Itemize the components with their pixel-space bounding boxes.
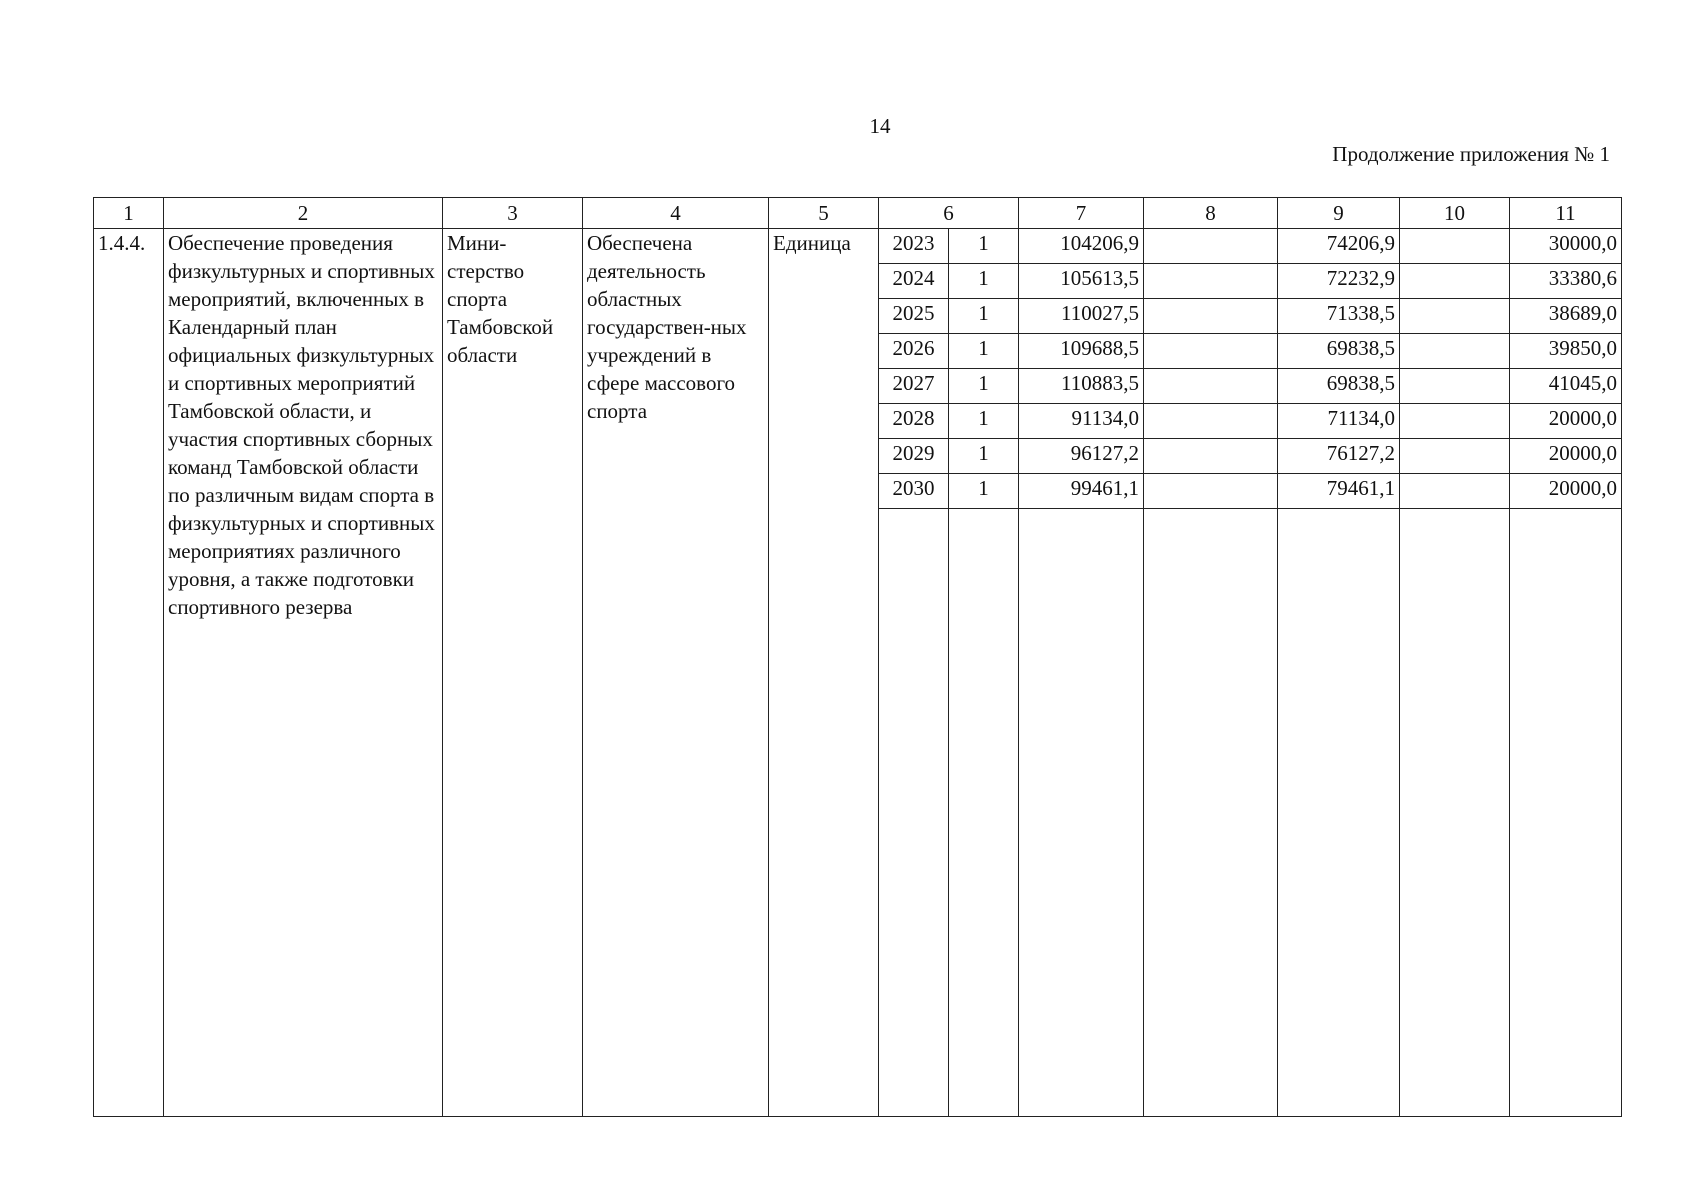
- column-9-cell: 69838,5: [1278, 334, 1400, 369]
- year-cell: 2025: [879, 299, 949, 334]
- total-funding-cell: 110883,5: [1019, 369, 1144, 404]
- column-11-cell: 39850,0: [1510, 334, 1622, 369]
- year-cell: 2030: [879, 474, 949, 509]
- column-11-cell: 38689,0: [1510, 299, 1622, 334]
- column-11-cell: 30000,0: [1510, 229, 1622, 264]
- indicator-value-cell: 1: [949, 474, 1019, 509]
- column-8-cell: [1144, 369, 1278, 404]
- column-10-cell: [1400, 404, 1510, 439]
- empty-cell: [1400, 509, 1510, 1117]
- column-10-cell: [1400, 334, 1510, 369]
- page-number: 14: [869, 114, 891, 138]
- total-funding-cell: 91134,0: [1019, 404, 1144, 439]
- empty-cell: [1019, 509, 1144, 1117]
- empty-cell: [1144, 509, 1278, 1117]
- column-header: 4: [583, 198, 769, 229]
- year-cell: 2024: [879, 264, 949, 299]
- table-row: [94, 229, 1622, 264]
- column-9-cell: 76127,2: [1278, 439, 1400, 474]
- column-8-cell: [1144, 264, 1278, 299]
- column-11-cell: 20000,0: [1510, 404, 1622, 439]
- column-header: 11: [1510, 198, 1622, 229]
- column-8-cell: [1144, 404, 1278, 439]
- total-funding-cell: 99461,1: [1019, 474, 1144, 509]
- column-header: 8: [1144, 198, 1278, 229]
- column-10-cell: [1400, 369, 1510, 404]
- column-header: 9: [1278, 198, 1400, 229]
- program-table: [93, 197, 1622, 1117]
- year-cell: 2027: [879, 369, 949, 404]
- indicator-value-cell: 1: [949, 229, 1019, 264]
- column-11-cell: 20000,0: [1510, 439, 1622, 474]
- column-header: 5: [769, 198, 879, 229]
- column-10-cell: [1400, 299, 1510, 334]
- column-11-cell: 33380,6: [1510, 264, 1622, 299]
- item-number: 1.4.4.: [94, 229, 164, 1117]
- column-8-cell: [1144, 439, 1278, 474]
- column-header: 10: [1400, 198, 1510, 229]
- empty-cell: [949, 509, 1019, 1117]
- column-9-cell: 72232,9: [1278, 264, 1400, 299]
- item-description: Обеспечение проведения физкультурных и спортивных мероприятий, включенных в Календарный план официальных физкультурных и спортивных мероприятий Тамбовской области, и участия спортивных сборных команд Тамбовской области по различным видам спорта в физкультурных и спортивных мероприятиях различного уровня, а также подготовки спортивного резерва: [164, 229, 443, 1117]
- indicator-value-cell: 1: [949, 439, 1019, 474]
- year-cell: 2023: [879, 229, 949, 264]
- year-cell: 2028: [879, 404, 949, 439]
- indicator-value-cell: 1: [949, 404, 1019, 439]
- column-8-cell: [1144, 229, 1278, 264]
- item-executor: Мини-стерство спорта Тамбовской области: [443, 229, 583, 1117]
- column-header: 1: [94, 198, 164, 229]
- column-9-cell: 69838,5: [1278, 369, 1400, 404]
- total-funding-cell: 109688,5: [1019, 334, 1144, 369]
- total-funding-cell: 110027,5: [1019, 299, 1144, 334]
- column-8-cell: [1144, 299, 1278, 334]
- appendix-continuation-note: Продолжение приложения № 1: [1332, 142, 1610, 166]
- indicator-value-cell: 1: [949, 299, 1019, 334]
- item-result: Обеспечена деятельность областных государствен-ных учреждений в сфере массового спорта: [583, 229, 769, 1117]
- indicator-value-cell: 1: [949, 369, 1019, 404]
- indicator-value-cell: 1: [949, 264, 1019, 299]
- column-11-cell: 20000,0: [1510, 474, 1622, 509]
- column-9-cell: 71338,5: [1278, 299, 1400, 334]
- year-cell: 2026: [879, 334, 949, 369]
- item-unit: Единица: [769, 229, 879, 1117]
- column-10-cell: [1400, 439, 1510, 474]
- total-funding-cell: 96127,2: [1019, 439, 1144, 474]
- empty-cell: [879, 509, 949, 1117]
- empty-cell: [1278, 509, 1400, 1117]
- column-header: 7: [1019, 198, 1144, 229]
- total-funding-cell: 104206,9: [1019, 229, 1144, 264]
- column-number-row: [94, 198, 1622, 229]
- column-10-cell: [1400, 264, 1510, 299]
- column-10-cell: [1400, 229, 1510, 264]
- year-cell: 2029: [879, 439, 949, 474]
- column-header: 3: [443, 198, 583, 229]
- column-header: 2: [164, 198, 443, 229]
- column-8-cell: [1144, 474, 1278, 509]
- column-11-cell: 41045,0: [1510, 369, 1622, 404]
- column-10-cell: [1400, 474, 1510, 509]
- column-header: 6: [879, 198, 1019, 229]
- column-8-cell: [1144, 334, 1278, 369]
- indicator-value-cell: 1: [949, 334, 1019, 369]
- empty-cell: [1510, 509, 1622, 1117]
- total-funding-cell: 105613,5: [1019, 264, 1144, 299]
- column-9-cell: 74206,9: [1278, 229, 1400, 264]
- column-9-cell: 71134,0: [1278, 404, 1400, 439]
- column-9-cell: 79461,1: [1278, 474, 1400, 509]
